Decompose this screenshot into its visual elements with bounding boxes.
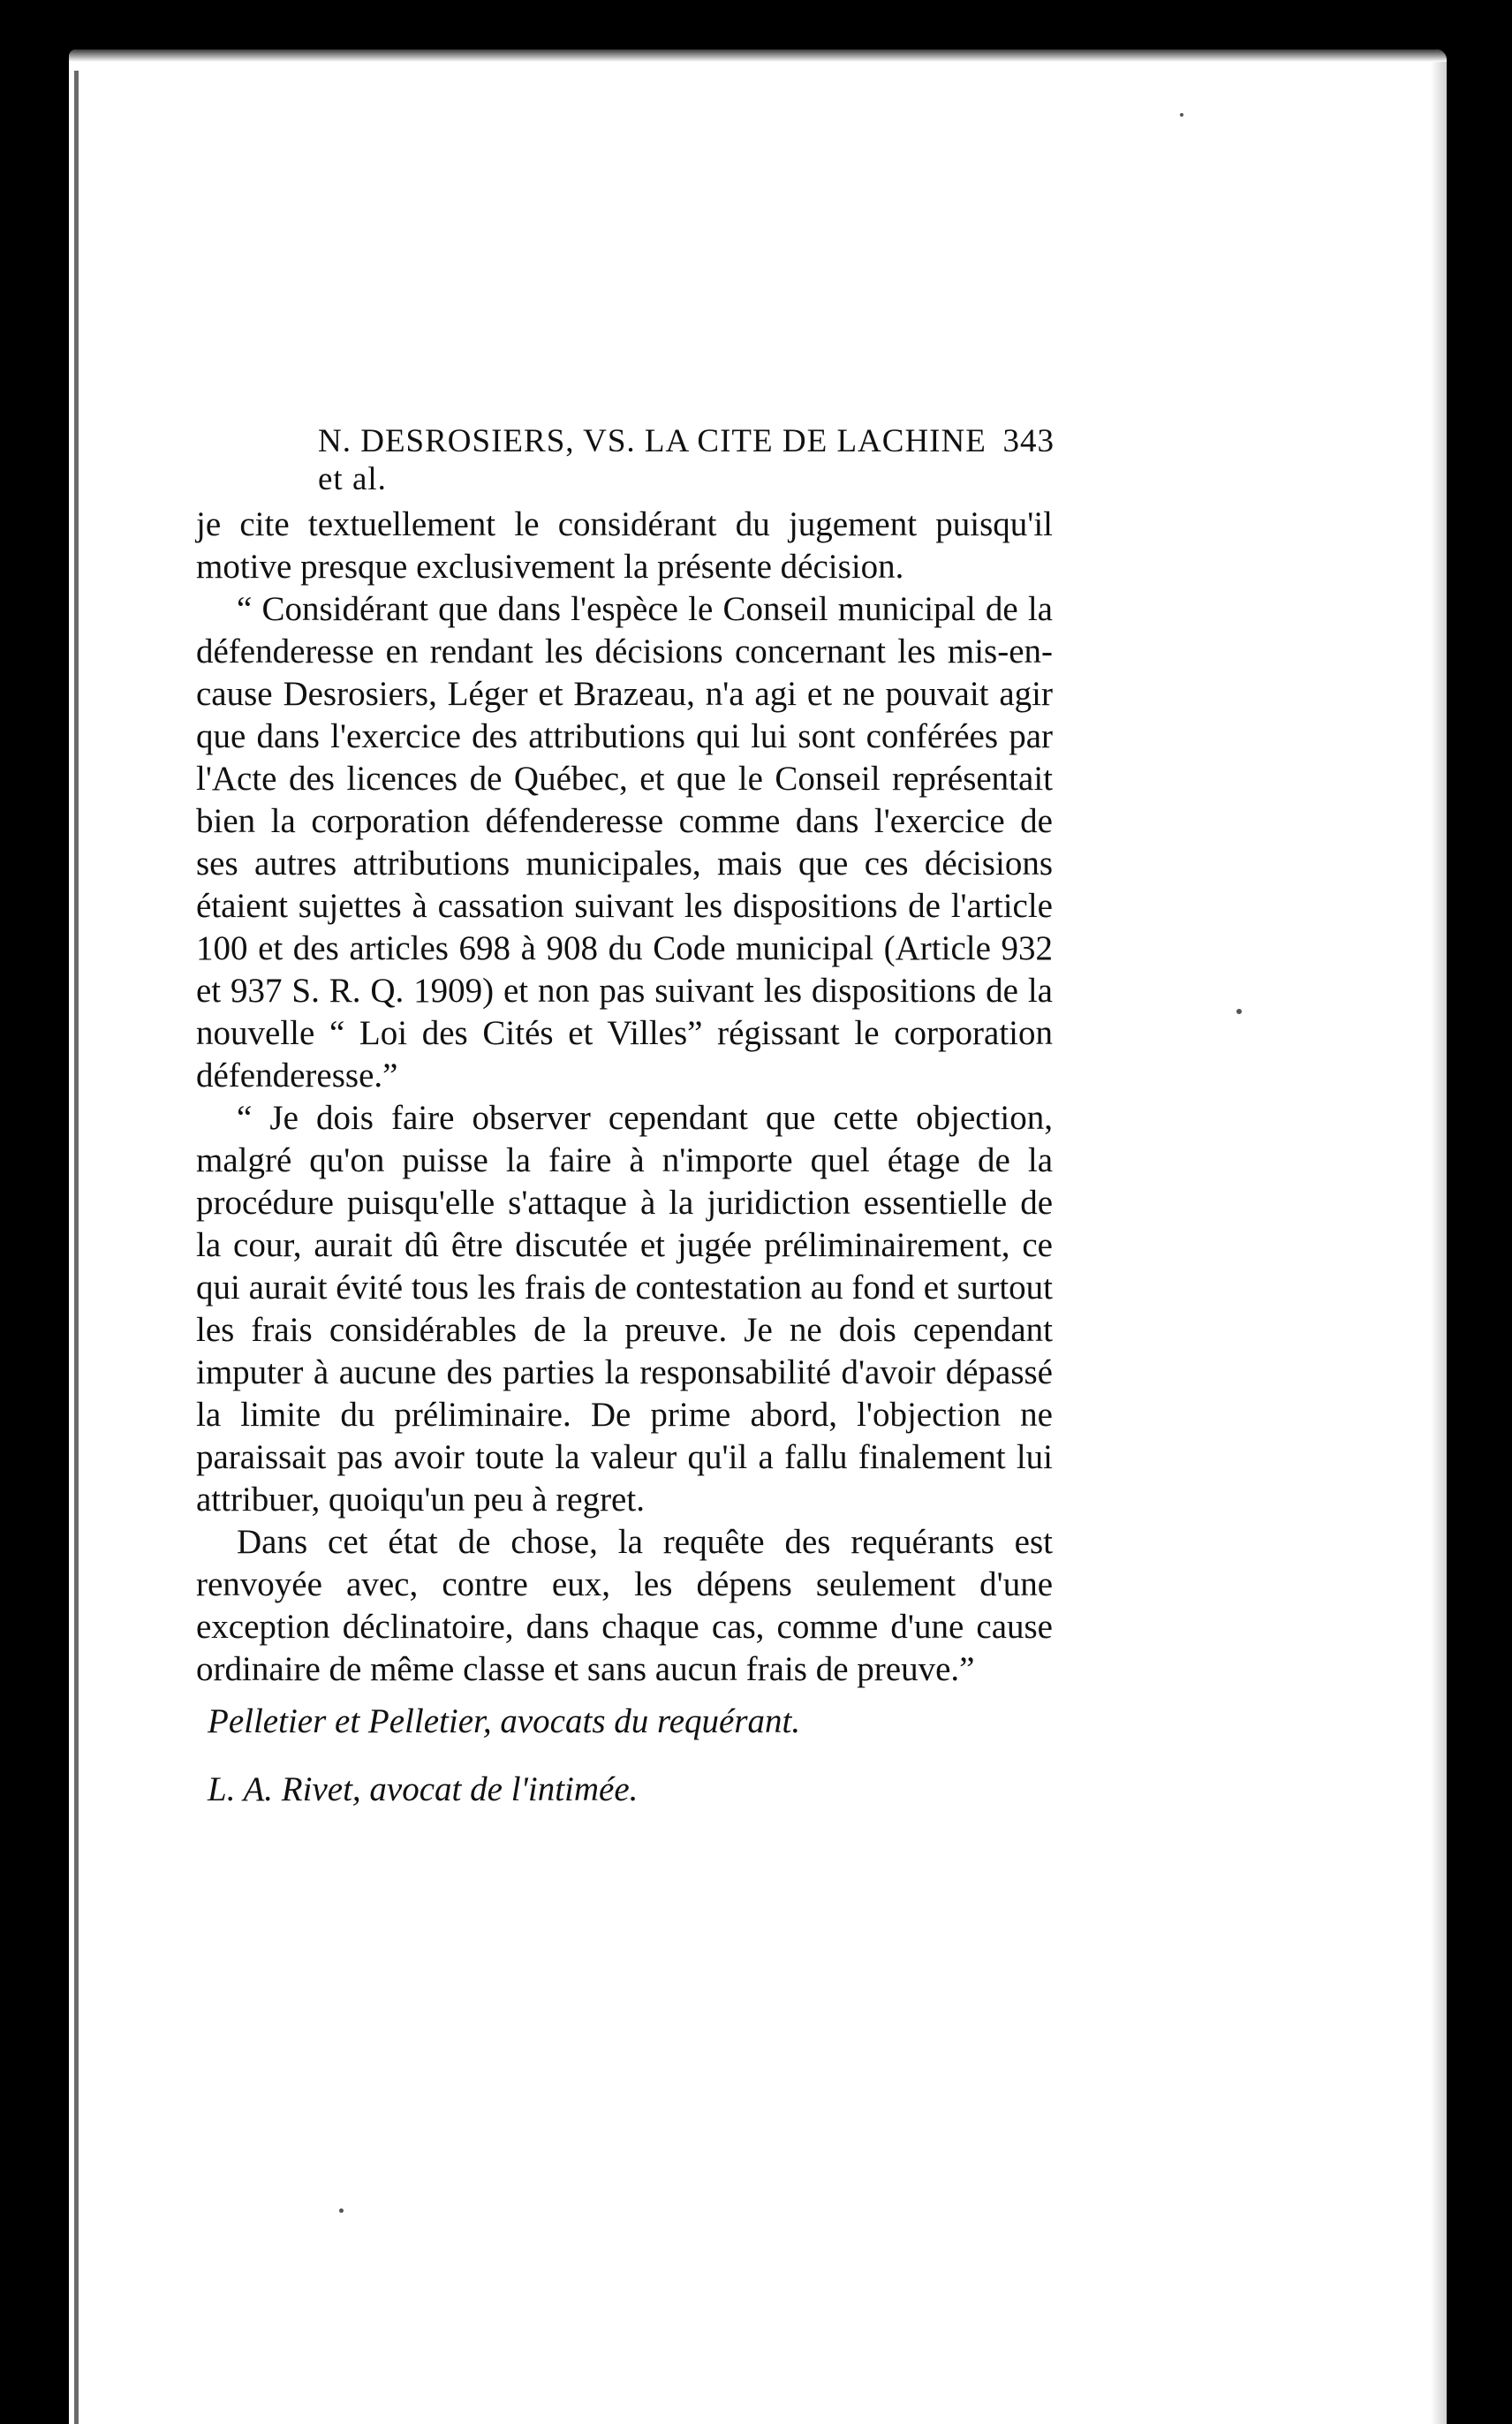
counsel-signatures	[208, 1701, 1055, 1837]
paper-speck	[339, 2208, 344, 2213]
signature-line: L. A. Rivet, avocat de l'intimée.	[208, 1770, 639, 1808]
binding-edge	[74, 71, 79, 2424]
page-top-shadow	[69, 49, 1447, 62]
page-number: 343	[1002, 423, 1055, 459]
paragraph: “ Considérant que dans l'espèce le Conseil municipal de la défenderesse en rendant les décisions concernant les mis-en-cause Desrosiers, Léger et Brazeau, n'a agi et ne pouvait agir que dans l'exercice des attributions qui lui sont conférées par l'Acte des licences de Québec, et que le Conseil représentait bien la corporation défenderesse comme dans l'exercice de ses autres attributions municipales, mais que ces décisions étaient sujettes à cassation suivant les dispositions de l'article 100 et des articles 698 à 908 du Code municipal (Article 932 et 937 S. R. Q. 1909) et non pas suivant les dispositions de la nouvelle “ Loi des Cités et Villes” régissant le corporation défenderesse.”	[196, 590, 1053, 1095]
signature-line: Pelletier et Pelletier, avocats du requérant.	[208, 1702, 801, 1740]
paragraph: je cite textuellement le considérant du jugement puisqu'il motive presque exclusivement la présente décision.	[196, 505, 1053, 586]
paragraph: Dans cet état de chose, la requête des requérants est renvoyée avec, contre eux, les dépens seulement d'une exception déclinatoire, dans chaque cas, comme d'une cause ordinaire de même classe et sans aucun frais de preuve.”	[196, 1523, 1053, 1688]
page-edge-shadow	[1431, 62, 1447, 2424]
running-head	[318, 422, 1055, 498]
paragraph: “ Je dois faire observer cependant que cette objection, malgré qu'on puisse la faire à n'importe quel étage de la procédure puisqu'elle s'attaque à la juridiction essentielle de la cour, aurait dû être discutée et jugée préliminairement, ce qui aurait évité tous les frais de contestation au fond et surtout les frais considérables de la preuve. Je ne dois cependant imputer à aucune des parties la responsabilité d'avoir dépassé la limite du préliminaire. De prime abord, l'objection ne paraissait pas avoir toute la valeur qu'il a fallu finalement lui attribuer, quoiqu'un peu à regret.	[196, 1099, 1053, 1519]
paper-speck	[1236, 1009, 1242, 1014]
body-text	[196, 504, 1053, 1691]
running-head-title: N. DESROSIERS, VS. LA CITE DE LACHINE et al.	[318, 423, 987, 497]
paper-speck	[1180, 113, 1183, 117]
